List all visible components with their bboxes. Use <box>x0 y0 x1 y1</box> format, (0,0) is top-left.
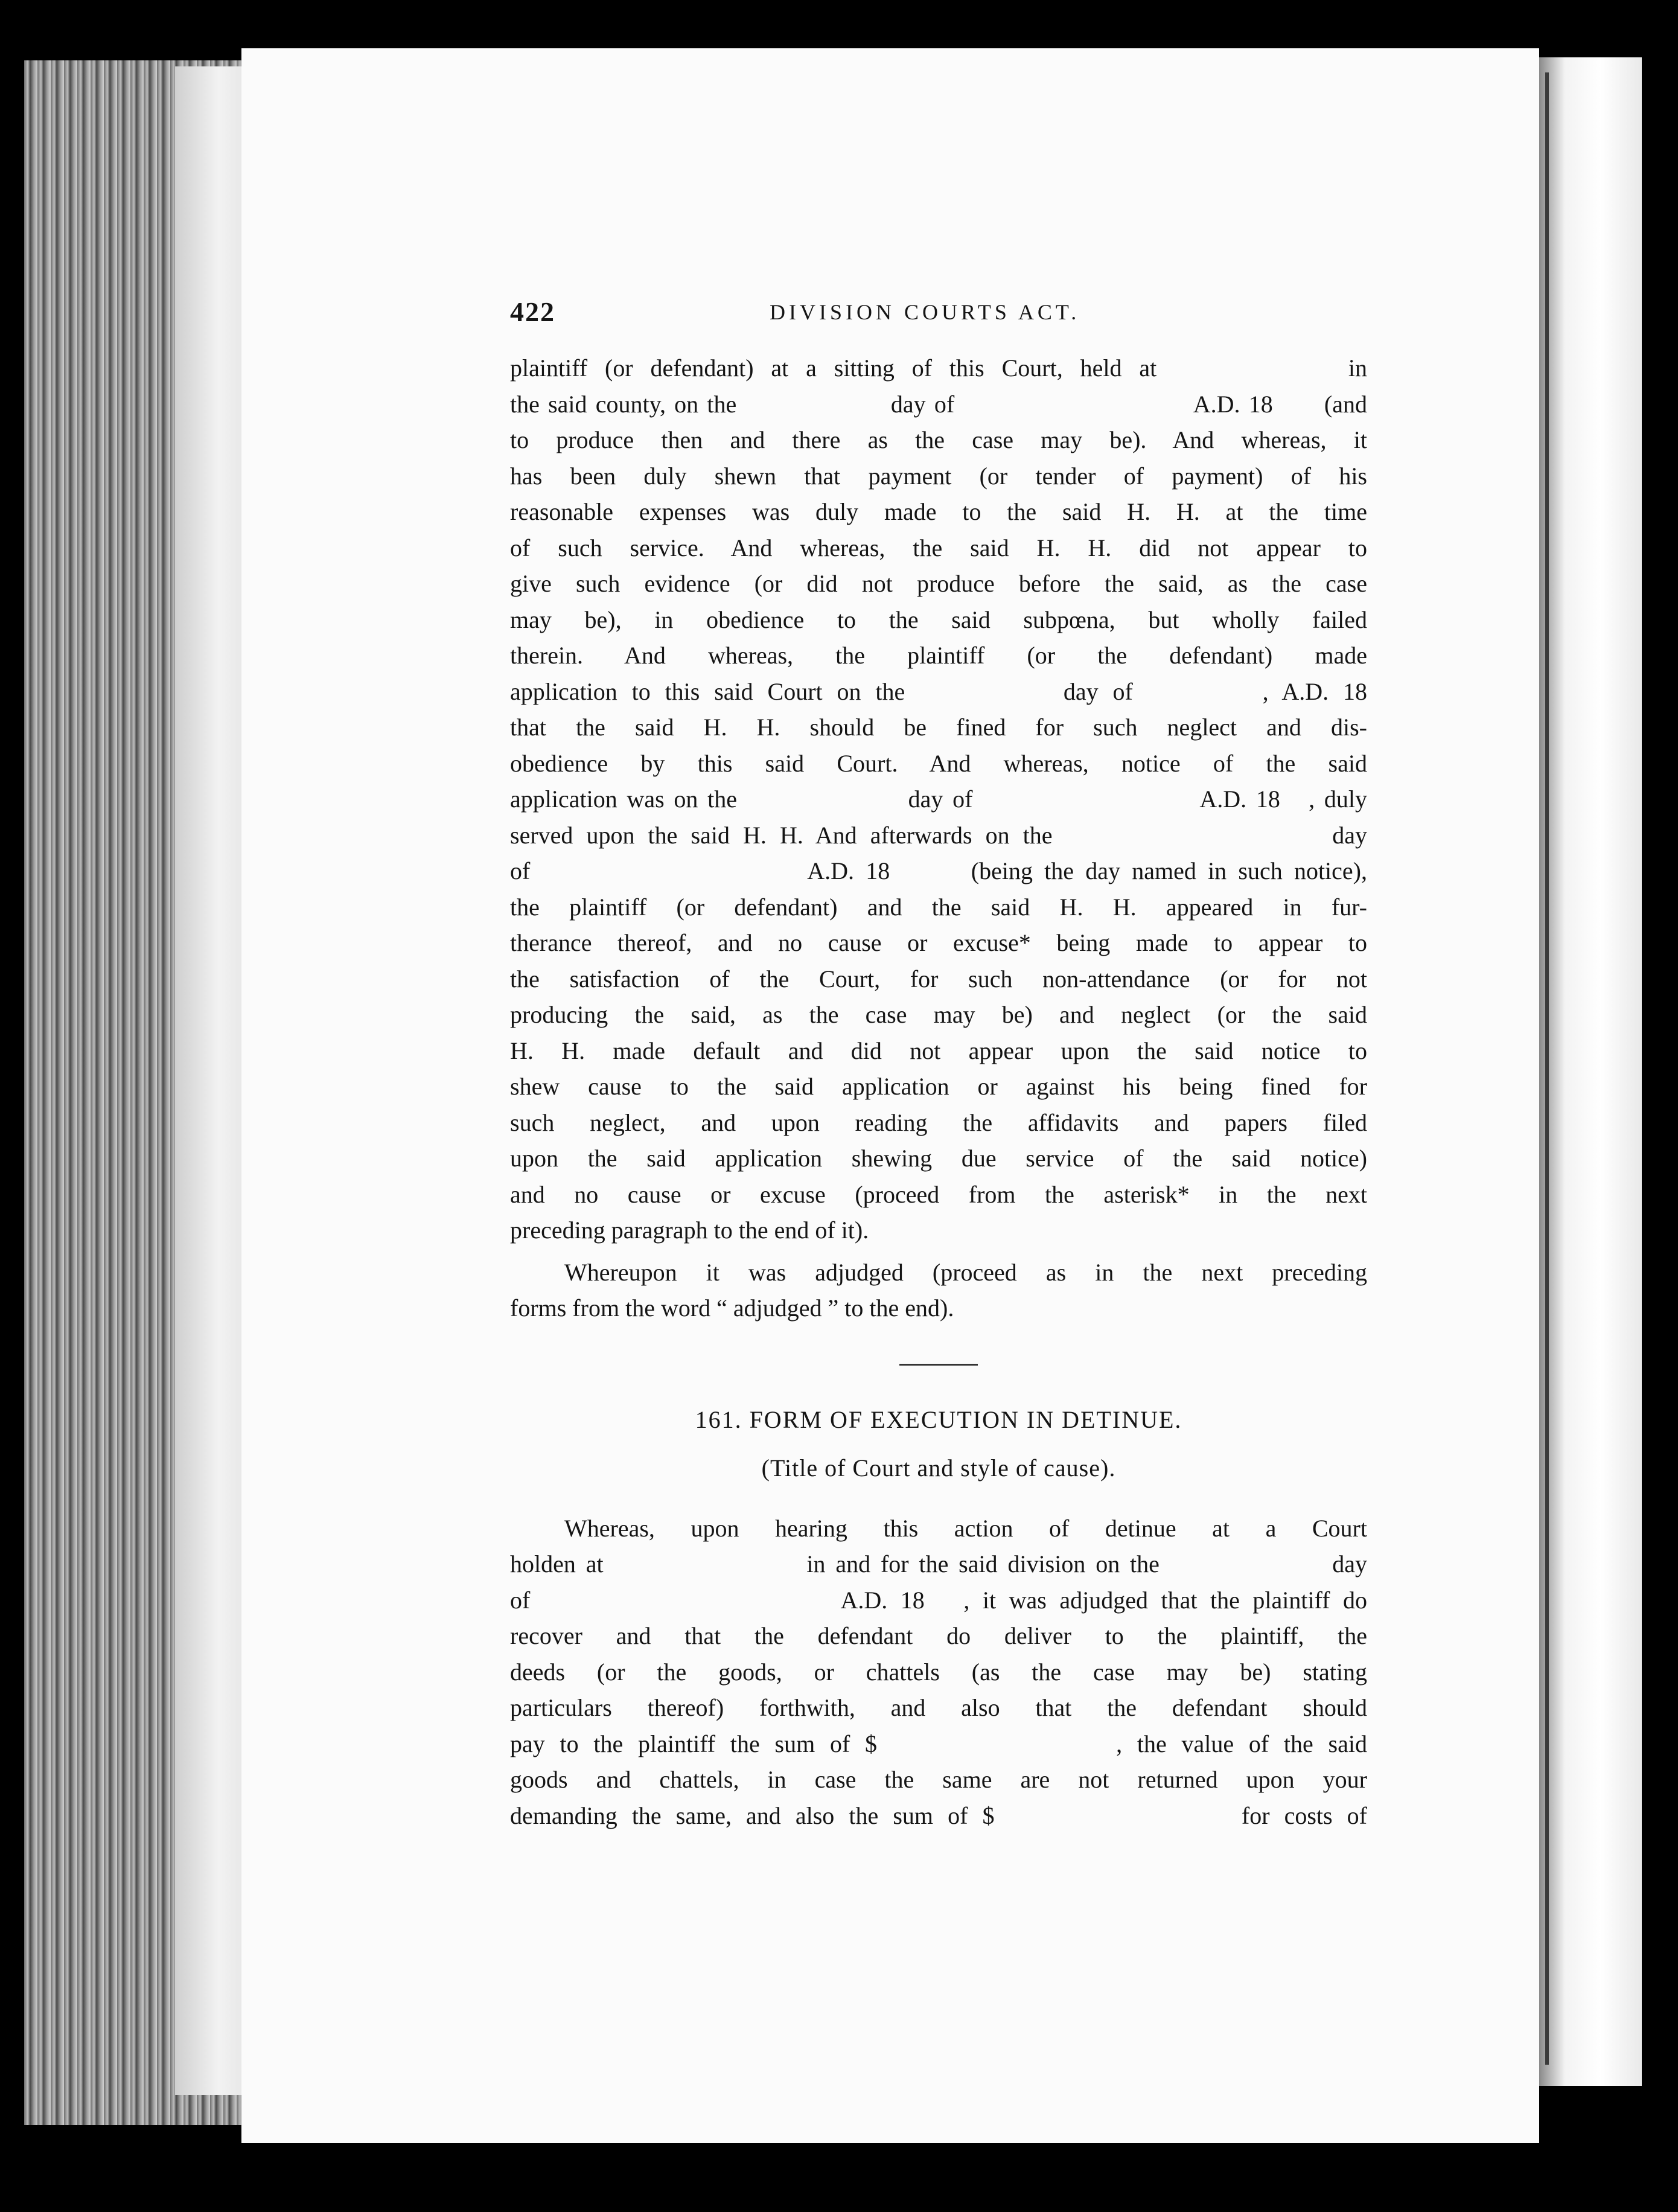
text-line: particulars thereof) forthwith, and also that the defendant should <box>510 1694 1367 1721</box>
page-number: 422 <box>510 296 555 327</box>
paragraph-gap <box>510 1248 1367 1255</box>
text-line: and no cause or excuse (proceed from the asterisk* in the next <box>510 1180 1367 1208</box>
text-line: reasonable expenses was duly made to the said H. H. at the time <box>510 498 1367 525</box>
text-line: served upon the said H. H. And afterwards on the day <box>510 821 1367 849</box>
text-line: therein. And whereas, the plaintiff (or the defendant) made <box>510 642 1367 669</box>
text-line: the satisfaction of the Court, for such non-attendance (or for not <box>510 965 1367 993</box>
text-line: recover and that the defendant do deliver to the plaintiff, the <box>510 1622 1367 1649</box>
running-head: DIVISION COURTS ACT. <box>770 300 1080 324</box>
text-line: upon the said application shewing due service of the said notice) <box>510 1145 1367 1172</box>
text-line: may be), in obedience to the said subpœna, but wholly failed <box>510 606 1367 633</box>
text-line: the plaintiff (or defendant) and the said H. H. appeared in fur- <box>510 893 1367 921</box>
text-line: demanding the same, and also the sum of $ for costs of <box>510 1801 1367 1829</box>
text-line: of such service. And whereas, the said H. H. did not appear to <box>510 534 1367 561</box>
text-line: deeds (or the goods, or chattels (as the case may be) stating <box>510 1658 1367 1686</box>
execution-paragraph <box>510 1510 1367 1834</box>
page-header <box>510 296 1367 344</box>
text-line: that the said H. H. should be fined for such neglect and dis- <box>510 714 1367 741</box>
text-line: pay to the plaintiff the sum of $ , the value of the said <box>510 1730 1367 1757</box>
text-line: producing the said, as the case may be) and neglect (or the said <box>510 1001 1367 1028</box>
text-line: Whereas, upon hearing this action of detinue at a Court <box>564 1514 1367 1542</box>
text-line: has been duly shewn that payment (or tender of payment) of his <box>510 462 1367 490</box>
text-line: application was on the day of A.D. 18 , duly <box>510 785 1367 813</box>
text-line: H. H. made default and did not appear upon the said notice to <box>510 1037 1367 1064</box>
text-line: Whereupon it was adjudged (proceed as in the next preceding <box>564 1258 1367 1286</box>
text-line: goods and chattels, in case the same are not returned upon your <box>510 1766 1367 1793</box>
page-edge-highlight <box>175 66 247 2095</box>
text-line: plaintiff (or defendant) at a sitting of this Court, held at in <box>510 354 1367 382</box>
text-line: of A.D. 18 , it was adjudged that the plaintiff do <box>510 1586 1367 1614</box>
text-line: of A.D. 18 (being the day named in such notice), <box>510 857 1367 884</box>
text-line: application to this said Court on the day of , A.D. 18 <box>510 677 1367 705</box>
text-line: holden at in and for the said division on the day <box>510 1550 1367 1577</box>
facing-page-strip <box>1539 57 1642 2086</box>
section-subtitle: (Title of Court and style of cause). <box>761 1454 1116 1482</box>
section-divider <box>899 1364 978 1366</box>
text-line: to produce then and there as the case may be). And whereas, it <box>510 426 1367 453</box>
text-line: the said county, on the day of A.D. 18 (and <box>510 390 1367 418</box>
text-line: therance thereof, and no cause or excuse* being made to appear to <box>510 929 1367 956</box>
text-line: shew cause to the said application or against his being fined for <box>510 1073 1367 1100</box>
body-paragraph <box>510 350 1367 1248</box>
text-line: forms from the word “ adjudged ” to the end). <box>510 1294 954 1322</box>
text-line: obedience by this said Court. And whereas, notice of the said <box>510 749 1367 777</box>
text-line: give such evidence (or did not produce before the said, as the case <box>510 570 1367 597</box>
section-title: 161. FORM OF EXECUTION IN DETINUE. <box>695 1405 1182 1433</box>
page-text-block <box>510 296 1367 1833</box>
whereupon-paragraph <box>510 1255 1367 1326</box>
text-line: such neglect, and upon reading the affidavits and papers filed <box>510 1108 1367 1136</box>
text-line: preceding paragraph to the end of it). <box>510 1216 869 1244</box>
page-gutter <box>1545 72 1549 2065</box>
